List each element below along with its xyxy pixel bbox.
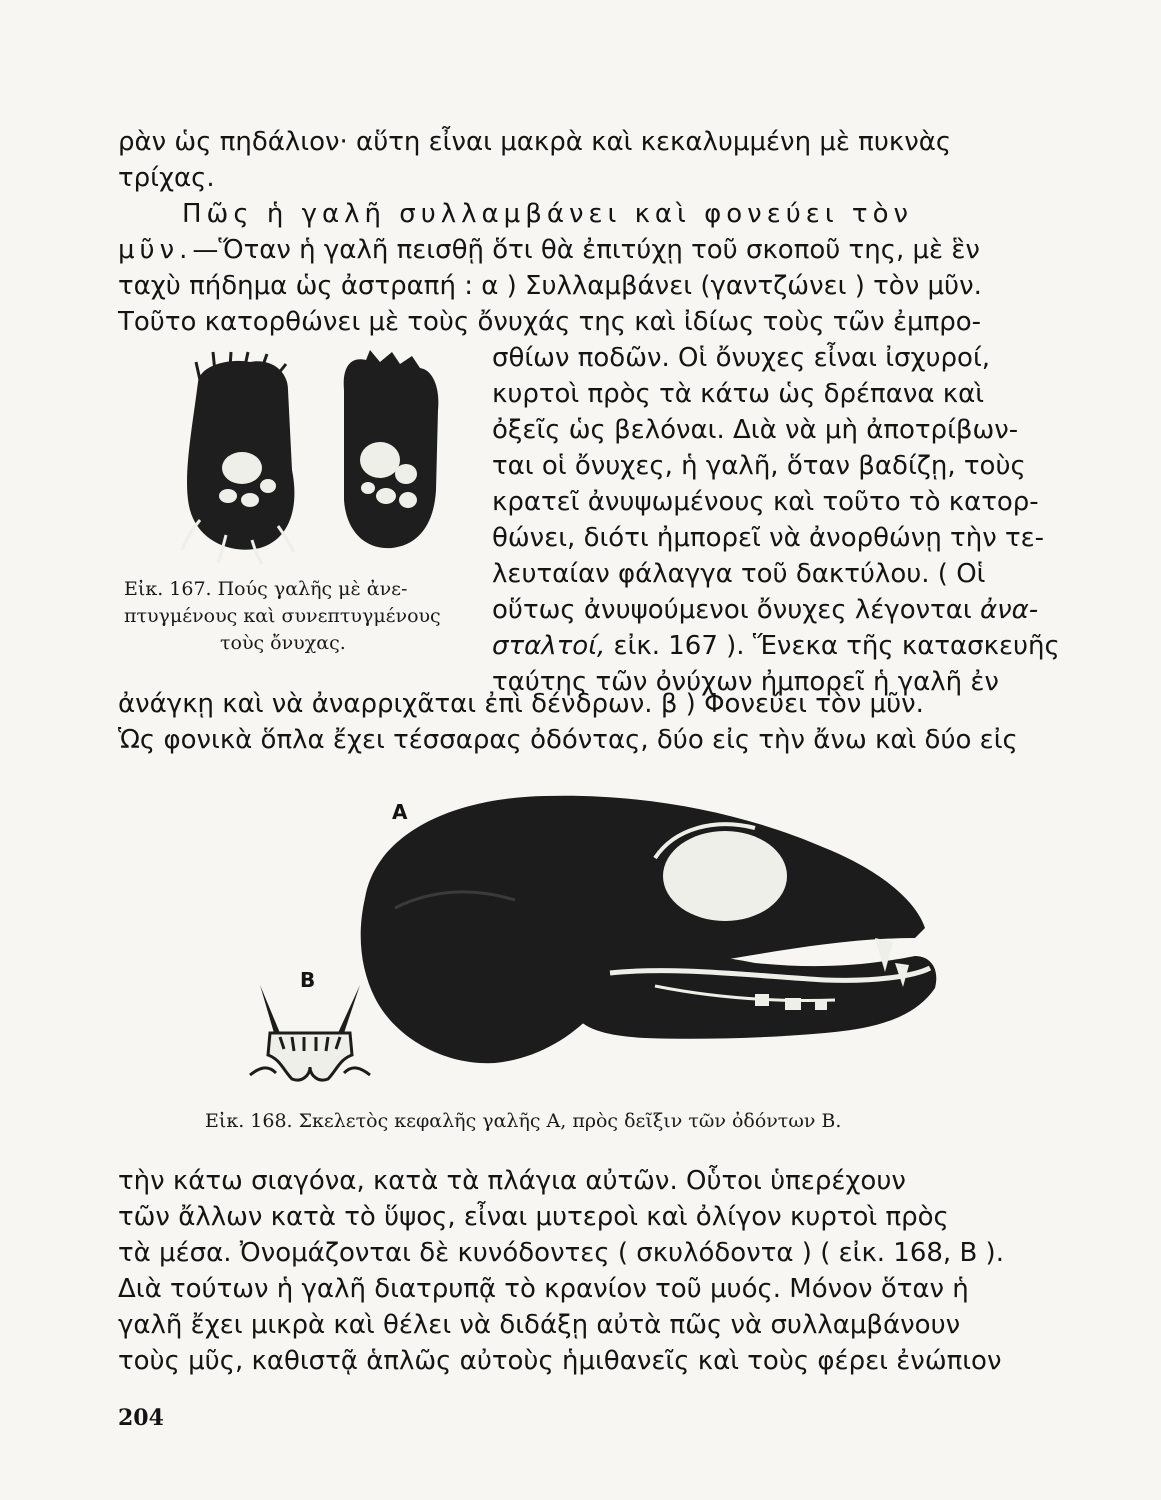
figure-168-caption: Εἰκ. 168. Σκελετὸς κεφαλῆς γαλῆς Α, πρὸς δεῖξιν τῶν ὀδόντων Β. bbox=[205, 1110, 842, 1132]
text-line bbox=[492, 628, 1060, 664]
italic-term: σταλτοί, bbox=[492, 631, 606, 661]
figure-168-teeth-detail bbox=[240, 975, 380, 1085]
section-heading: Πῶς ἡ γαλῆ συλλαμβάνει καὶ φονεύει τὸν bbox=[182, 199, 913, 229]
text-line: γαλῆ ἔχει μικρὰ καὶ θέλει νὰ διδάξῃ αὐτὰ πῶς νὰ συλλαμβάνουν bbox=[118, 1310, 961, 1340]
figure-168-label-b: B bbox=[300, 968, 316, 992]
text-line: ται οἱ ὄνυχες, ἡ γαλῆ, ὅταν βαδίζῃ, τοὺς bbox=[492, 451, 1026, 481]
text-line: τῶν ἄλλων κατὰ τὸ ὕψος, εἶναι μυτεροὶ καὶ ὀλίγον κυρτοὶ πρὸς bbox=[118, 1202, 949, 1232]
text-line: σθίων ποδῶν. Οἱ ὄνυχες εἶναι ἰσχυροί, bbox=[492, 343, 991, 373]
text-line: ὀξεῖς ὡς βελόναι. Διὰ νὰ μὴ ἀποτρίβων- bbox=[492, 415, 1019, 445]
text-line bbox=[492, 592, 1038, 628]
text-line: λευταίαν φάλαγγα τοῦ δακτύλου. ( Οἱ bbox=[492, 559, 986, 589]
text-line: κρατεῖ ἀνυψωμένους καὶ τοῦτο τὸ κατορ- bbox=[492, 487, 1039, 517]
text-line-rest: εἰκ. 167 ). Ἕνεκα τῆς κατασκευῆς bbox=[605, 631, 1060, 661]
page-number: 204 bbox=[118, 1405, 164, 1431]
figure-167-paws bbox=[170, 350, 480, 570]
text-line-rest: —Ὅταν ἡ γαλῆ πεισθῇ ὅτι θὰ ἐπιτύχῃ τοῦ σκοποῦ της, μὲ ἓν bbox=[192, 235, 980, 265]
text-line-start: οὕτως ἀνυψούμενοι ὄνυχες λέγονται bbox=[492, 595, 972, 625]
text-line: Τοῦτο κατορθώνει μὲ τοὺς ὄνυχάς της καὶ ἰδίως τοὺς τῶν ἐμπρο- bbox=[118, 307, 982, 337]
text-line: ρὰν ὡς πηδάλιον· αὕτη εἶναι μακρὰ καὶ κεκαλυμμένη μὲ πυκνὰς bbox=[118, 127, 952, 157]
figure-168-skull bbox=[355, 788, 955, 1078]
text-line: ταύτης τῶν ὀνύχων ἠμπορεῖ ἡ γαλῆ ἐν bbox=[492, 667, 999, 697]
text-line: κυρτοὶ πρὸς τὰ κάτω ὡς δρέπανα καὶ bbox=[492, 379, 985, 409]
text-line: τοὺς μῦς, καθιστᾷ ἁπλῶς αὐτοὺς ἡμιθανεῖς καὶ τοὺς φέρει ἐνώπιον bbox=[118, 1346, 1002, 1376]
paw-extended-claws bbox=[182, 352, 294, 564]
text-line: τρίχας. bbox=[118, 163, 215, 193]
italic-term: ἀνα- bbox=[979, 595, 1039, 625]
text-line: τὰ μέσα. Ὀνομάζονται δὲ κυνόδοντες ( σκυλόδοντα ) ( εἰκ. 168, Β ). bbox=[118, 1238, 1004, 1268]
text-line: Διὰ τούτων ἡ γαλῆ διατρυπᾷ τὸ κρανίον τοῦ μυός. Μόνον ὅταν ἡ bbox=[118, 1274, 969, 1304]
figure-167-caption: Εἰκ. 167. Πούς γαλῆς μὲ ἀνε- bbox=[124, 578, 408, 600]
text-line bbox=[118, 232, 980, 268]
text-line: Ὡς φονικὰ ὅπλα ἔχει τέσσαρας ὀδόντας, δύο εἰς τὴν ἄνω καὶ δύο εἰς bbox=[118, 725, 1018, 755]
paw-retracted-claws bbox=[344, 350, 439, 548]
text-line: τὴν κάτω σιαγόνα, κατὰ τὰ πλάγια αὐτῶν. Οὗτοι ὑπερέχουν bbox=[118, 1166, 906, 1196]
text-line: θώνει, διότι ἠμπορεῖ νὰ ἀνορθώνῃ τὴν τε- bbox=[492, 523, 1045, 553]
figure-168-label-a: A bbox=[392, 800, 408, 824]
figure-167-caption: τοὺς ὄνυχας. bbox=[220, 632, 346, 654]
text-line: ταχὺ πήδημα ὡς ἀστραπή : α ) Συλλαμβάνει (γαντζώνει ) τὸν μῦν. bbox=[118, 271, 982, 301]
text-line: ἀνάγκῃ καὶ νὰ ἀναρριχᾶται ἐπὶ δένδρων. β ) Φονεύει τὸν μῦν. bbox=[118, 689, 924, 719]
figure-167-caption: πτυγμένους καὶ συνεπτυγμένους bbox=[124, 605, 441, 627]
section-heading-end: μῦν. bbox=[118, 235, 193, 265]
